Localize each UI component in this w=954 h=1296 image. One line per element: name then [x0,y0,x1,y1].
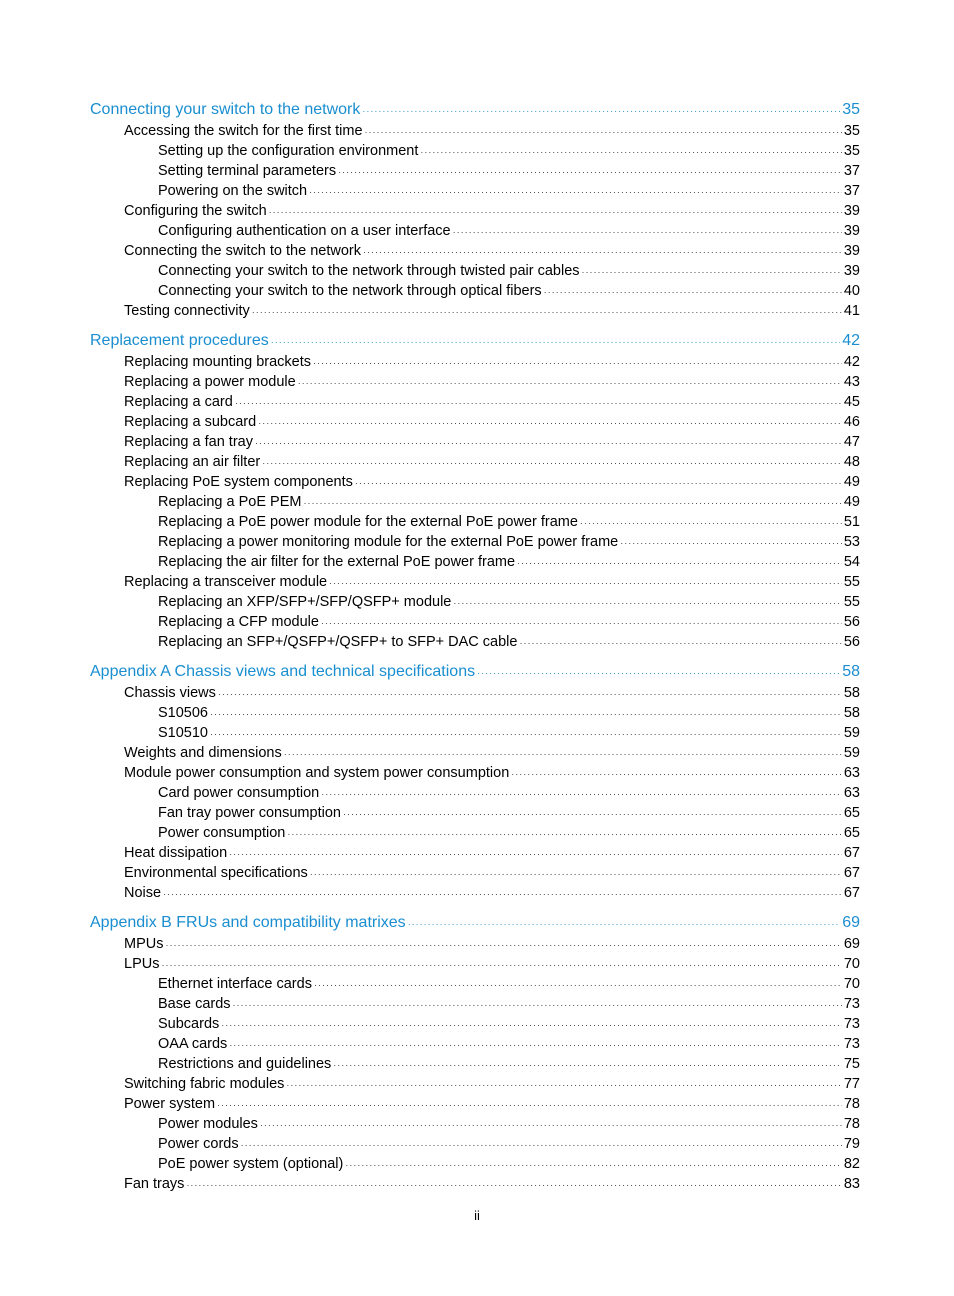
dot-leader [286,1075,841,1095]
toc-section-entry[interactable] [90,763,860,783]
toc-entry-page-number[interactable]: 43 [843,374,860,390]
toc-entry-page-number[interactable]: 48 [843,454,860,470]
toc-section-entry[interactable] [90,512,860,532]
toc-entry-title[interactable]: Base cards [158,996,231,1012]
toc-entry-page-number[interactable]: 82 [843,1156,860,1172]
toc-section-entry[interactable] [90,261,860,281]
toc-entry-title[interactable]: Replacing an air filter [124,454,261,470]
dot-leader [218,684,842,704]
dot-leader [408,913,841,935]
dot-leader [333,1055,842,1075]
toc-section-entry[interactable] [90,934,860,954]
dot-leader [580,513,842,533]
toc-entry-title[interactable]: Powering on the switch [158,183,308,199]
toc-section-entry[interactable] [90,301,860,321]
dot-leader [314,975,842,995]
toc-section-entry[interactable] [90,532,860,552]
dot-leader [519,633,841,653]
toc-section-entry[interactable] [90,452,860,472]
toc-entry-page-number[interactable]: 73 [843,996,860,1012]
toc-section-entry[interactable] [90,572,860,592]
dot-leader [620,533,842,553]
toc-section-entry[interactable] [90,1074,860,1094]
dot-leader [221,1015,842,1035]
toc-section-entry[interactable] [90,683,860,703]
dot-leader [210,724,842,744]
toc-entry-title[interactable]: Appendix A Chassis views and technical specifications [90,663,476,680]
toc-entry-page-number[interactable]: 55 [843,574,860,590]
toc-entry-title[interactable]: Fan trays [124,1176,185,1192]
toc-section-entry[interactable] [90,1094,860,1114]
dot-leader [262,453,842,473]
toc-entry-title[interactable]: Appendix B FRUs and compatibility matrixes [90,914,406,931]
toc-entry-page-number[interactable]: 56 [843,634,860,650]
toc-entry-page-number[interactable]: 51 [843,514,860,530]
dot-leader [303,493,841,513]
toc-entry-page-number[interactable]: 55 [843,594,860,610]
toc-section-entry[interactable] [90,201,860,221]
toc-section-entry[interactable] [90,372,860,392]
toc-entry-page-number[interactable]: 58 [842,663,860,680]
toc-entry-title[interactable]: Replacing an XFP/SFP+/SFP/QSFP+ module [158,594,452,610]
dot-leader [258,413,842,433]
toc-entry-title[interactable]: Noise [124,885,162,901]
toc-entry-title[interactable]: Power cords [158,1136,239,1152]
toc-section-entry[interactable] [90,472,860,492]
toc-entry-title[interactable]: Restrictions and guidelines [158,1056,332,1072]
toc-section-entry[interactable] [90,1034,860,1054]
toc-entry-title[interactable]: Chassis views [124,685,216,701]
toc-entry-title[interactable]: Replacing a fan tray [124,434,253,450]
toc-entry-title[interactable]: Connecting the switch to the network [124,243,361,259]
toc-entry-page-number[interactable]: 40 [843,283,860,299]
toc-section-entry[interactable] [90,141,860,161]
toc-entry-page-number[interactable]: 73 [843,1036,860,1052]
toc-entry-title[interactable]: PoE power system (optional) [158,1156,344,1172]
dot-leader [338,162,842,182]
toc-section-entry[interactable] [90,432,860,452]
toc-entry-page-number[interactable]: 79 [843,1136,860,1152]
toc-section-entry[interactable] [90,1174,860,1194]
toc-entry-page-number[interactable]: 56 [843,614,860,630]
toc-section-entry[interactable] [90,221,860,241]
toc-entry-title[interactable]: Connecting your switch to the network through optical fibers [158,283,542,299]
toc-entry-page-number[interactable]: 78 [843,1116,860,1132]
toc-entry-title[interactable]: Replacing a subcard [124,414,257,430]
toc-chapter-entry[interactable] [90,330,860,352]
dot-leader [165,935,841,955]
toc-entry-title[interactable]: Power modules [158,1116,258,1132]
toc-entry-title[interactable]: Power system [124,1096,216,1112]
dot-leader [453,593,842,613]
toc-entry-title[interactable]: Replacing an SFP+/QSFP+/QSFP+ to SFP+ DAC cable [158,634,518,650]
toc-entry-page-number[interactable]: 49 [843,494,860,510]
toc-entry-page-number[interactable]: 67 [843,865,860,881]
dot-leader [217,1095,842,1115]
toc-entry-title[interactable]: S10506 [158,705,208,721]
toc-entry-page-number[interactable]: 39 [843,263,860,279]
dot-leader [271,331,840,353]
toc-entry-page-number[interactable]: 70 [843,956,860,972]
toc-entry-title[interactable]: Heat dissipation [124,845,228,861]
toc-section-entry[interactable] [90,121,860,141]
toc-entry-title[interactable]: Replacing a PoE power module for the external PoE power frame [158,514,578,530]
toc-entry-title[interactable]: S10510 [158,725,208,741]
toc-entry-page-number[interactable]: 53 [843,534,860,550]
toc-entry-page-number[interactable]: 63 [843,765,860,781]
toc-entry-title[interactable]: MPUs [124,936,164,952]
toc-entry-page-number[interactable]: 39 [843,223,860,239]
toc-entry-page-number[interactable]: 83 [843,1176,860,1192]
toc-entry-title[interactable]: OAA cards [158,1036,228,1052]
dot-leader [362,100,840,122]
toc-section-entry[interactable] [90,1114,860,1134]
toc-section-entry[interactable] [90,994,860,1014]
toc-entry-page-number[interactable]: 35 [843,143,860,159]
toc-section-entry[interactable] [90,723,860,743]
toc-entry-title[interactable]: Connecting your switch to the network [90,101,361,118]
dot-leader [186,1175,841,1195]
dot-leader [477,662,840,684]
toc-section-entry[interactable] [90,161,860,181]
toc-entry-title[interactable]: Switching fabric modules [124,1076,285,1092]
toc-entry-page-number[interactable]: 63 [843,785,860,801]
dot-leader [310,864,842,884]
toc-entry-page-number[interactable]: 35 [842,101,860,118]
page-number: ii [474,1208,480,1223]
toc-entry-title[interactable]: Setting up the configuration environment [158,143,419,159]
toc-entry-page-number[interactable]: 69 [843,936,860,952]
toc-entry-page-number[interactable]: 78 [843,1096,860,1112]
toc-section-entry[interactable] [90,843,860,863]
dot-leader [453,222,842,242]
toc-entry-page-number[interactable]: 58 [843,705,860,721]
toc-section-entry[interactable] [90,412,860,432]
toc-entry-title[interactable]: Card power consumption [158,785,320,801]
toc-entry-title[interactable]: Accessing the switch for the first time [124,123,363,139]
toc-entry-title[interactable]: Replacing a CFP module [158,614,319,630]
toc-section-entry[interactable] [90,1054,860,1074]
toc-entry-page-number[interactable]: 67 [843,885,860,901]
toc-entry-title[interactable]: Subcards [158,1016,220,1032]
toc-section-entry[interactable] [90,703,860,723]
dot-leader [329,573,842,593]
dot-leader [235,393,842,413]
toc-section-entry[interactable] [90,612,860,632]
dot-leader [229,844,842,864]
dot-leader [241,1135,842,1155]
toc-entry-page-number[interactable]: 42 [843,354,860,370]
toc-section-entry[interactable] [90,883,860,903]
toc-section-entry[interactable] [90,974,860,994]
toc-section-entry[interactable] [90,392,860,412]
toc-entry-page-number[interactable]: 69 [842,914,860,931]
dot-leader [284,744,842,764]
toc-section-entry[interactable] [90,863,860,883]
toc-section-entry[interactable] [90,241,860,261]
dot-leader [161,955,841,975]
dot-leader [229,1035,842,1055]
toc-chapter-entry[interactable] [90,99,860,121]
toc-section-entry[interactable] [90,632,860,652]
toc-entry-page-number[interactable]: 39 [843,243,860,259]
toc-entry-title[interactable]: Setting terminal parameters [158,163,337,179]
dot-leader [255,433,842,453]
toc-entry-title[interactable]: Testing connectivity [124,303,250,319]
dot-leader [511,764,842,784]
toc-section-entry[interactable] [90,352,860,372]
toc-entry-title[interactable]: Replacing a transceiver module [124,574,328,590]
dot-leader [313,353,842,373]
toc-entry-page-number[interactable]: 42 [842,332,860,349]
toc-entry-title[interactable]: Replacing PoE system components [124,474,353,490]
table-of-contents [90,99,860,1194]
dot-leader [321,784,842,804]
toc-entry-page-number[interactable]: 77 [843,1076,860,1092]
toc-section-entry[interactable] [90,1014,860,1034]
toc-entry-page-number[interactable]: 58 [843,685,860,701]
dot-leader [321,613,842,633]
toc-entry-page-number[interactable]: 46 [843,414,860,430]
dot-leader [544,282,842,302]
toc-entry-page-number[interactable]: 39 [843,203,860,219]
toc-section-entry[interactable] [90,954,860,974]
dot-leader [355,473,842,493]
toc-entry-page-number[interactable]: 67 [843,845,860,861]
dot-leader [343,804,842,824]
toc-entry-title[interactable]: Replacing the air filter for the external PoE power frame [158,554,516,570]
toc-entry-page-number[interactable]: 65 [843,805,860,821]
toc-entry-page-number[interactable]: 70 [843,976,860,992]
toc-chapter-entry[interactable] [90,661,860,683]
toc-entry-title[interactable]: Replacing a PoE PEM [158,494,302,510]
dot-leader [582,262,842,282]
toc-entry-title[interactable]: Replacing a power module [124,374,296,390]
toc-entry-page-number[interactable]: 47 [843,434,860,450]
toc-section-entry[interactable] [90,181,860,201]
toc-entry-page-number[interactable]: 41 [843,303,860,319]
toc-entry-page-number[interactable]: 37 [843,183,860,199]
dot-leader [365,122,842,142]
dot-leader [309,182,842,202]
toc-entry-title[interactable]: Environmental specifications [124,865,308,881]
toc-entry-title[interactable]: Connecting your switch to the network through twisted pair cables [158,263,580,279]
toc-entry-title[interactable]: LPUs [124,956,160,972]
dot-leader [517,553,842,573]
toc-section-entry[interactable] [90,743,860,763]
toc-entry-title[interactable]: Module power consumption and system power consumption [124,765,510,781]
toc-section-entry[interactable] [90,823,860,843]
toc-chapter-entry[interactable] [90,912,860,934]
toc-entry-page-number[interactable]: 59 [843,725,860,741]
dot-leader [260,1115,842,1135]
dot-leader [345,1155,842,1175]
toc-entry-title[interactable]: Replacement procedures [90,332,269,349]
toc-section-entry[interactable] [90,1154,860,1174]
toc-entry-page-number[interactable]: 54 [843,554,860,570]
toc-entry-title[interactable]: Replacing a power monitoring module for the external PoE power frame [158,534,619,550]
dot-leader [269,202,842,222]
dot-leader [210,704,842,724]
dot-leader [252,302,842,322]
toc-entry-page-number[interactable]: 59 [843,745,860,761]
toc-entry-title[interactable]: Replacing a card [124,394,233,410]
toc-section-entry[interactable] [90,492,860,512]
dot-leader [287,824,842,844]
dot-leader [363,242,842,262]
toc-entry-page-number[interactable]: 73 [843,1016,860,1032]
toc-entry-page-number[interactable]: 37 [843,163,860,179]
toc-entry-title[interactable]: Configuring the switch [124,203,267,219]
dot-leader [163,884,842,904]
toc-entry-page-number[interactable]: 35 [843,123,860,139]
toc-entry-title[interactable]: Power consumption [158,825,286,841]
dot-leader [298,373,842,393]
toc-entry-page-number[interactable]: 65 [843,825,860,841]
toc-entry-page-number[interactable]: 75 [843,1056,860,1072]
dot-leader [233,995,842,1015]
toc-section-entry[interactable] [90,803,860,823]
toc-section-entry[interactable] [90,281,860,301]
toc-entry-title[interactable]: Ethernet interface cards [158,976,312,992]
toc-entry-page-number[interactable]: 45 [843,394,860,410]
toc-entry-title[interactable]: Fan tray power consumption [158,805,341,821]
toc-section-entry[interactable] [90,592,860,612]
toc-entry-title[interactable]: Weights and dimensions [124,745,282,761]
toc-section-entry[interactable] [90,552,860,572]
toc-section-entry[interactable] [90,1134,860,1154]
toc-entry-title[interactable]: Configuring authentication on a user interface [158,223,451,239]
toc-entry-title[interactable]: Replacing mounting brackets [124,354,311,370]
toc-entry-page-number[interactable]: 49 [843,474,860,490]
toc-section-entry[interactable] [90,783,860,803]
dot-leader [420,142,841,162]
